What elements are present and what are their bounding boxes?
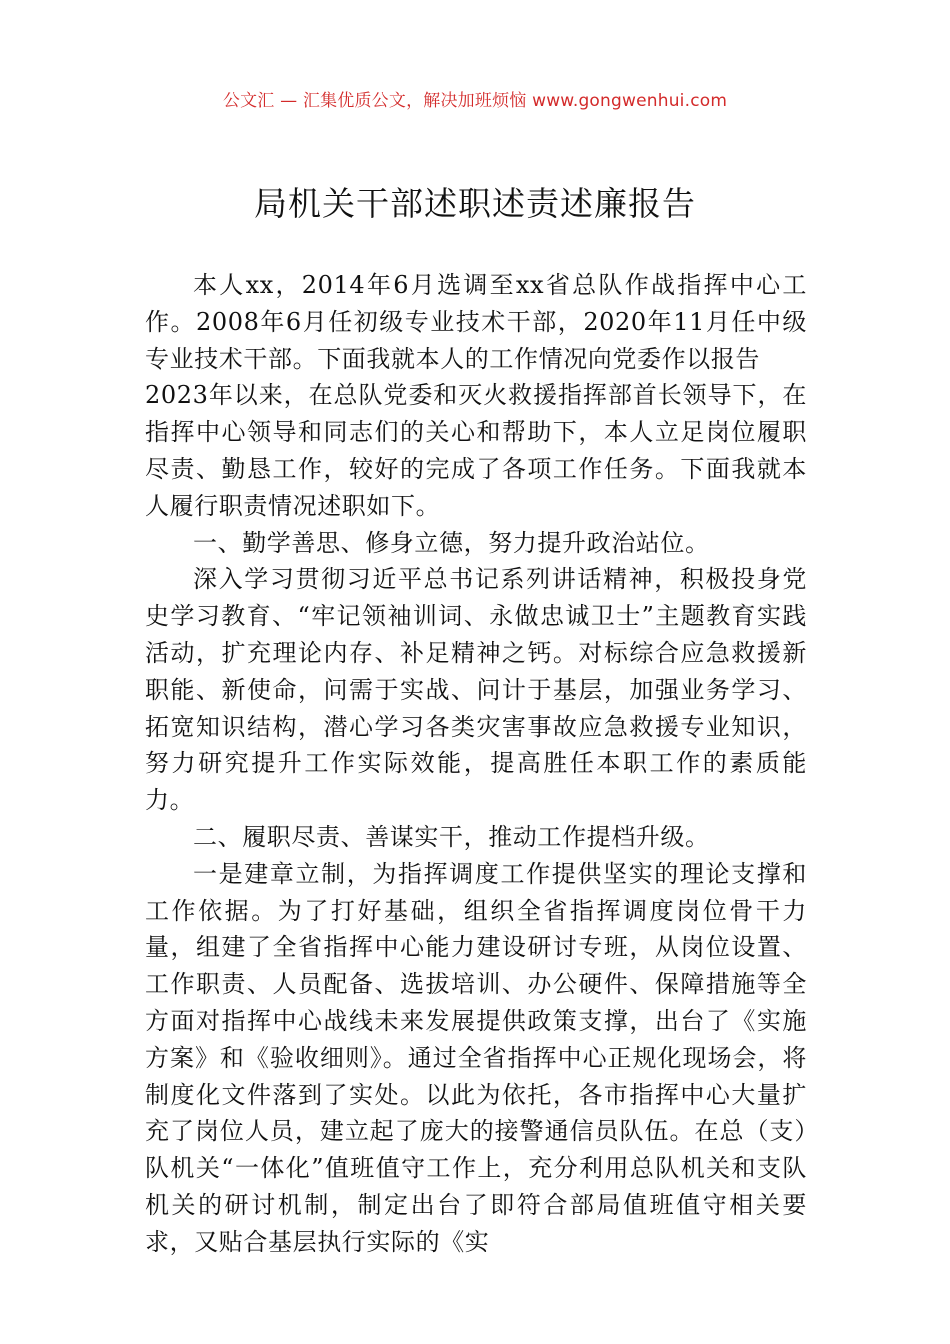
document-title: 局机关干部述职述责述廉报告 (254, 184, 696, 223)
paragraph-summary: 2023年以来，在总队党委和灭火救援指挥部首长领导下，在指挥中心领导和同志们的关心和帮助下，本人立足岗位履职尽责、勤恳工作，较好的完成了各项工作任务。下面我就本人履行职责情况述职如下。 (145, 381, 807, 520)
document-body (145, 267, 807, 1261)
watermark-header: 公文汇 — 汇集优质公文，解决加班烦恼 www.gongwenhui.com (222, 91, 728, 111)
paragraph-section-1: 深入学习贯彻习近平总书记系列讲话精神，积极投身党史学习教育、“牢记领袖训词、永做忠诚卫士”主题教育实践活动，扩充理论内存、补足精神之钙。对标综合应急救援新职能、新使命，问需于实战、问计于基层，加强业务学习、拓宽知识结构，潜心学习各类灾害事故应急救援专业知识，努力研究提升工作实际效能，提高胜任本职工作的素质能力。 (145, 565, 807, 815)
paragraph-intro: 本人xx，2014年6月选调至xx省总队作战指挥中心工作。2008年6月任初级专业技术干部，2020年11月任中级专业技术干部。下面我就本人的工作情况向党委作以报告 (145, 271, 807, 373)
section-heading-2: 二、履职尽责、善谋实干，推动工作提档升级。 (193, 822, 710, 851)
section-heading-1: 一、勤学善思、修身立德，努力提升政治站位。 (193, 528, 710, 557)
paragraph-section-2: 一是建章立制，为指挥调度工作提供坚实的理论支撑和工作依据。为了打好基础，组织全省指挥调度岗位骨干力量，组建了全省指挥中心能力建设研讨专班，从岗位设置、工作职责、人员配备、选拔培训、办公硬件、保障措施等全方面对指挥中心战线未来发展提供政策支撑，出台了《实施方案》和《验收细则》。通过全省指挥中心正规化现场会，将制度化文件落到了实处。以此为依托，各市指挥中心大量扩充了岗位人员，建立起了庞大的接警通信员队伍。在总（支）队机关“一体化”值班值守工作上，充分利用总队机关和支队机关的研讨机制，制定出台了即符合部局值班值守相关要求，又贴合基层执行实际的《实 (145, 859, 807, 1256)
